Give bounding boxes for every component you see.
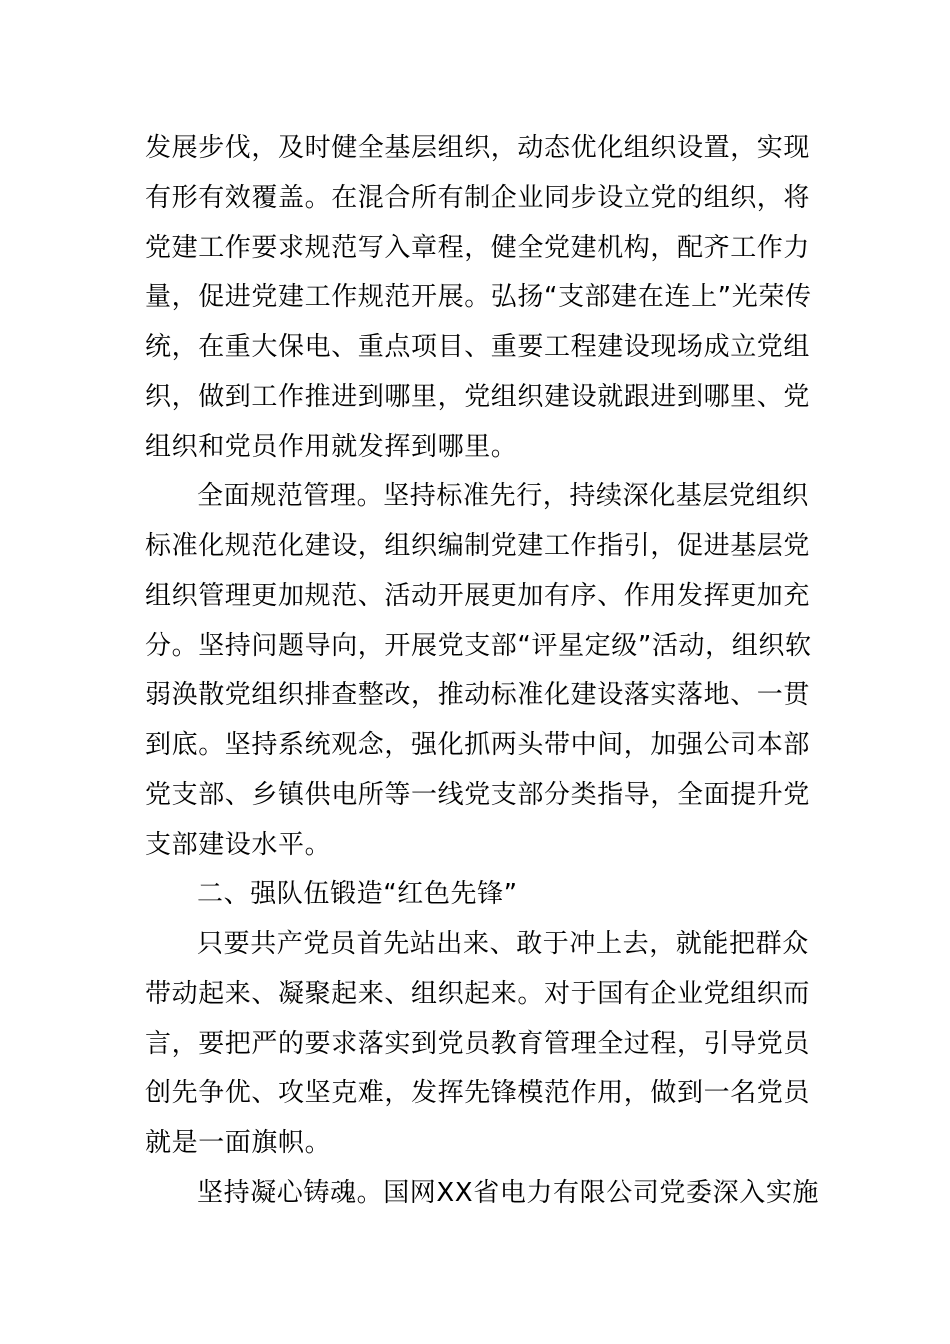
text-line: 组织管理更加规范、活动开展更加有序、作用发挥更加充 [145,580,811,611]
text-line: 言，要把严的要求落实到党员教育管理全过程，引导党员 [145,1028,811,1059]
paragraph-first-line: 坚持凝心铸魂。国网XX省电力有限公司党委深入实施 [197,1177,820,1208]
text-line: 量，促进党建工作规范开展。弘扬“支部建在连上”光荣传 [145,282,812,313]
text-line: 弱涣散党组织排查整改，推动标准化建设落实落地、一贯 [145,680,811,711]
text-line: 支部建设水平。 [145,829,332,860]
paragraph-first-line: 全面规范管理。坚持标准先行，持续深化基层党组织 [197,481,809,512]
text-line: 带动起来、凝聚起来、组织起来。对于国有企业党组织而 [145,978,811,1009]
text-line: 有形有效覆盖。在混合所有制企业同步设立党的组织，将 [145,182,811,213]
text-line: 党支部、乡镇供电所等一线党支部分类指导，全面提升党 [145,779,811,810]
text-line: 发展步伐，及时健全基层组织，动态优化组织设置，实现 [145,133,811,163]
text-line: 创先争优、攻坚克难，发挥先锋模范作用，做到一名党员 [145,1078,811,1109]
text-line: 分。坚持问题导向，开展党支部“评星定级”活动，组织软 [145,630,812,661]
text-line: 到底。坚持系统观念，强化抓两头带中间，加强公司本部 [145,730,811,760]
text-line: 统，在重大保电、重点项目、重要工程建设现场成立党组 [145,332,811,362]
text-line: 党建工作要求规范写入章程，健全党建机构，配齐工作力 [145,232,811,263]
text-line: 就是一面旗帜。 [145,1128,332,1158]
text-line: 组织和党员作用就发挥到哪里。 [145,431,518,462]
text-line: 标准化规范化建设，组织编制党建工作指引，促进基层党 [145,531,811,561]
section-heading: 二、强队伍锻造“红色先锋” [197,879,518,910]
body-text [145,124,820,1219]
paragraph-first-line: 只要共产党员首先站出来、敢于冲上去，就能把群众 [197,929,809,959]
text-line: 织，做到工作推进到哪里，党组织建设就跟进到哪里、党 [145,381,811,412]
